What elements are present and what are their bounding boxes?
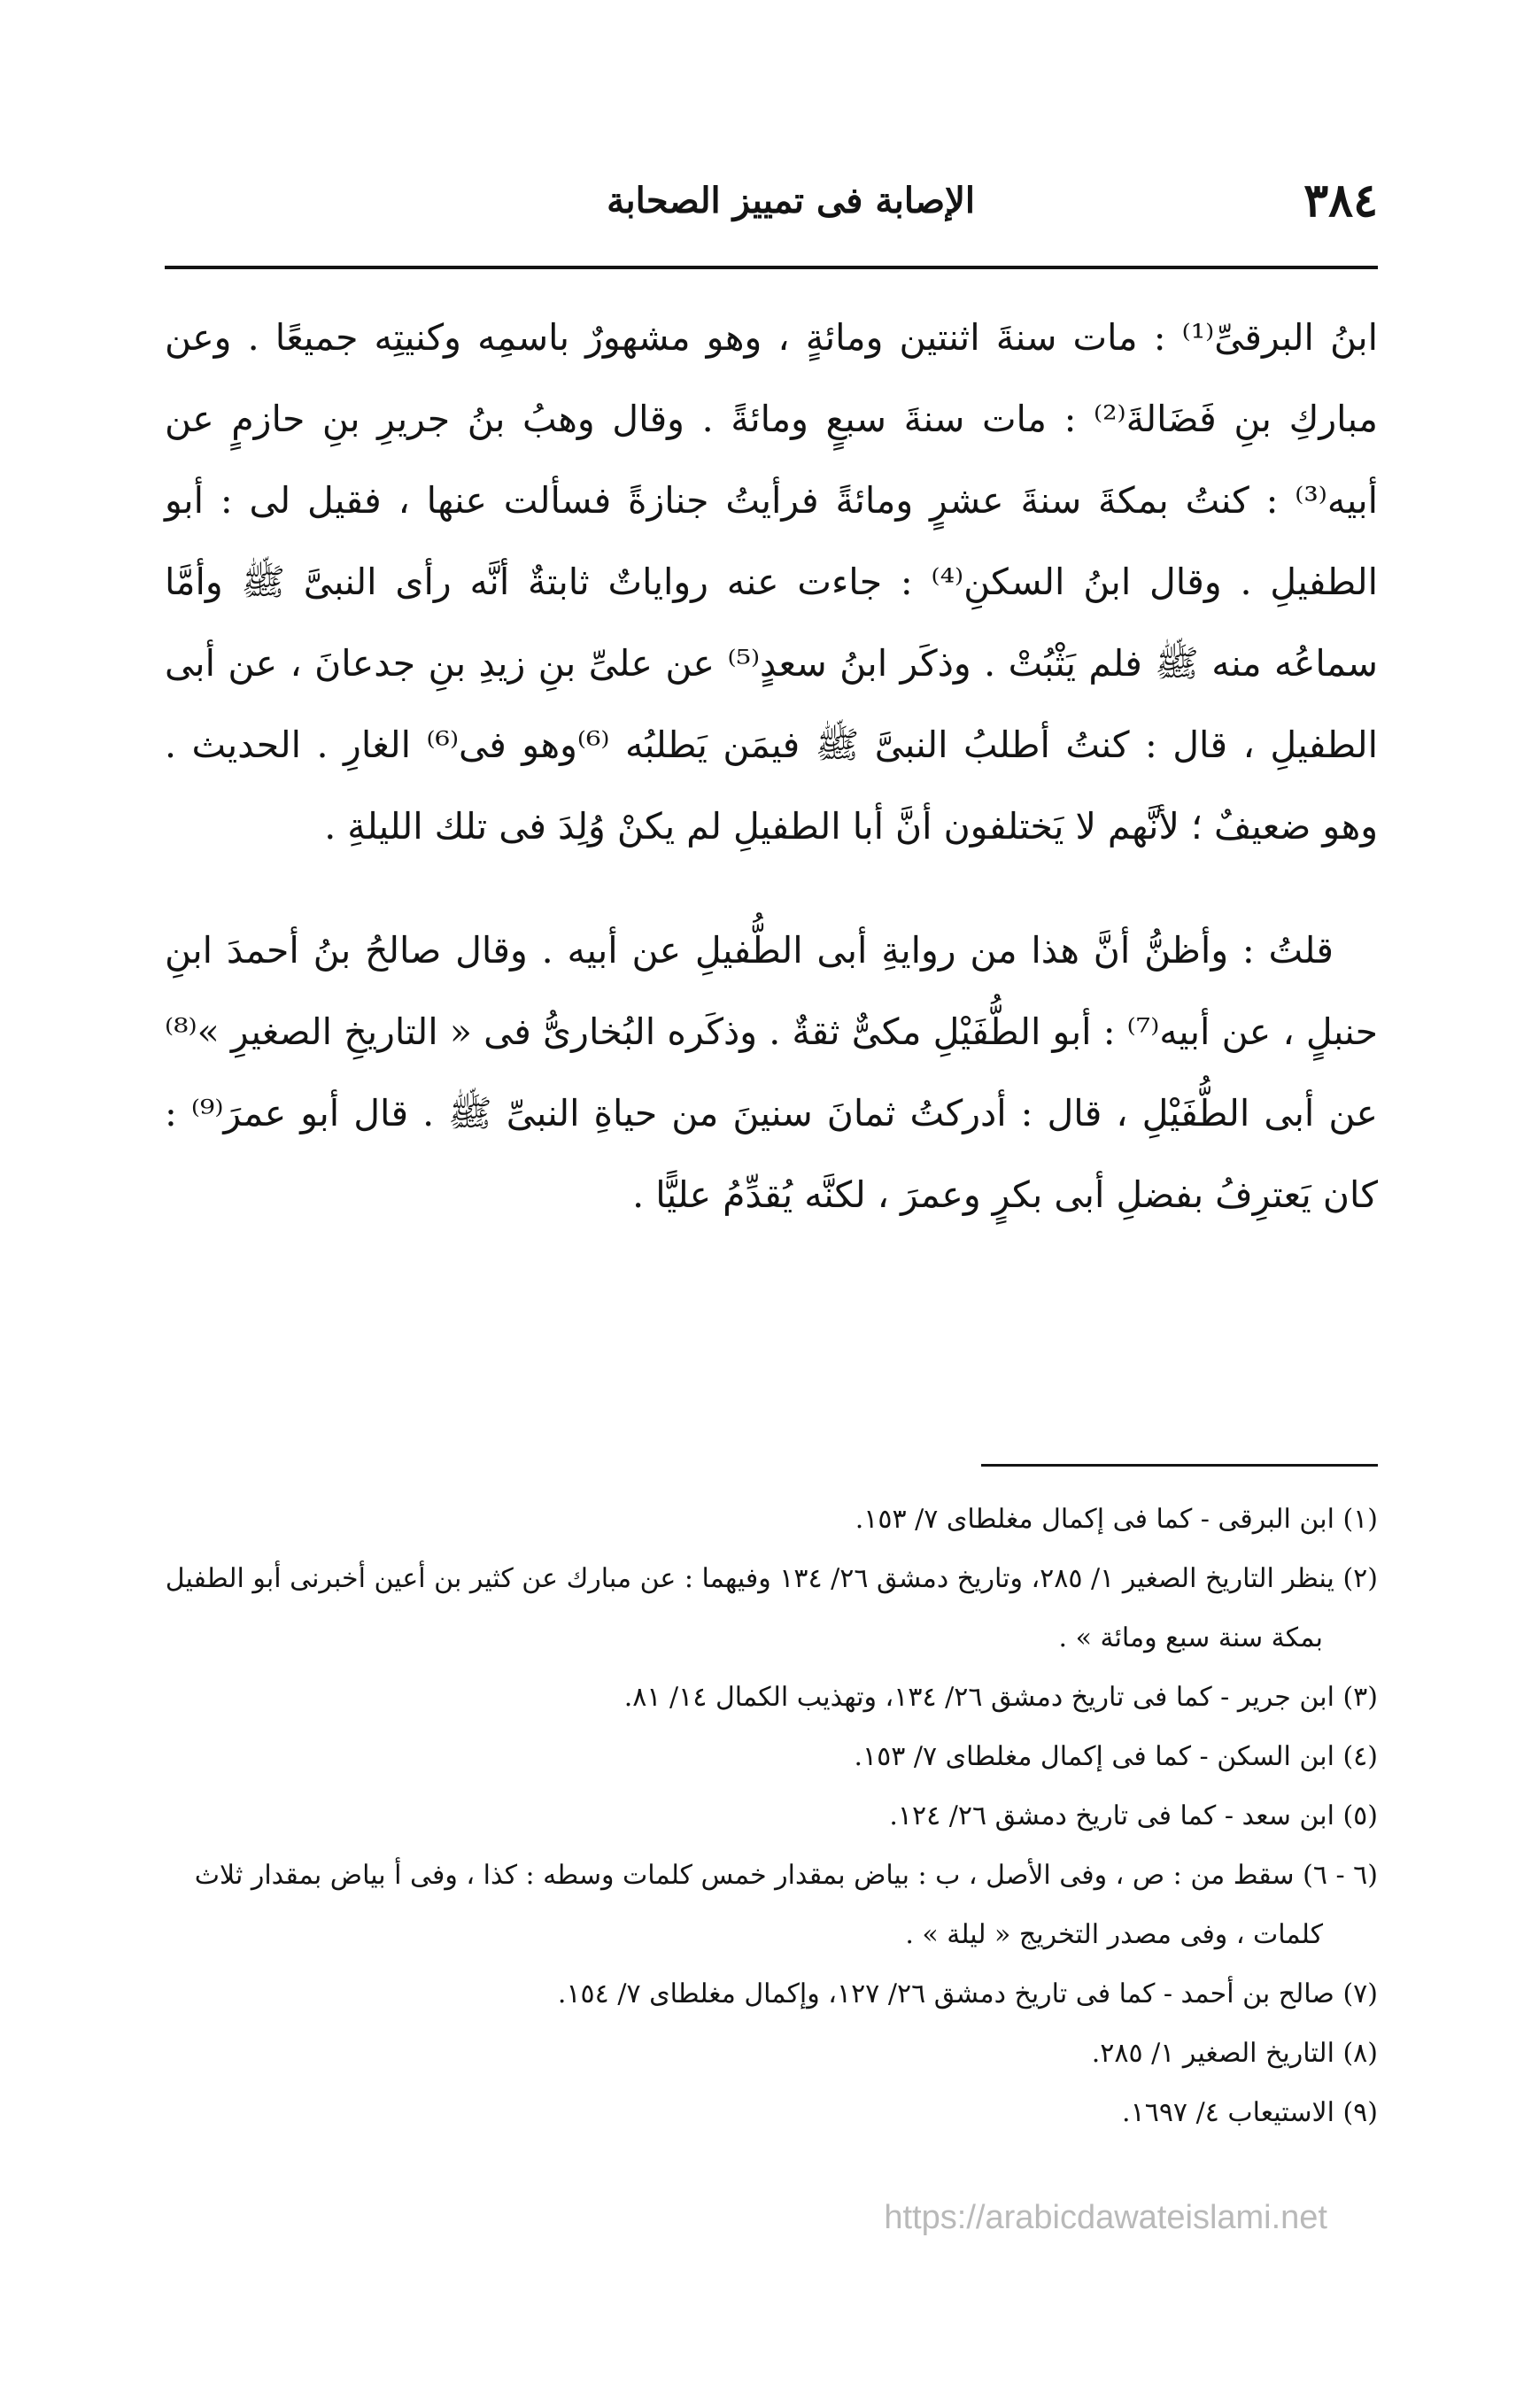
page-header: [165, 168, 1378, 234]
running-title: الإصابة فى تمييز الصحابة: [607, 180, 975, 221]
footnotes: [165, 1490, 1378, 2142]
paragraph-1: ابنُ البرقىِّ⁽¹⁾ : مات سنةَ اثنتين ومائةٍ ، وهو مشهورٌ باسمِه وكنيتِه جميعًا . وعن مباركِ بنِ فَضَالةَ⁽²⁾ : مات سنةَ سبعٍ ومائةً . وقال وهبُ بنُ جريرِ بنِ حازمٍ عن أبيه⁽³⁾ : كنتُ بمكةَ سنةَ عشرٍ ومائةً فرأيتُ جنازةً فسألت عنها ، فقيل لى : أبو الطفيلِ . وقال ابنُ السكنِ⁽⁴⁾ : جاءت عنه رواياتٌ ثابتةٌ أنَّه رأى النبىَّ ﷺ وأمَّا سماعُه منه ﷺ فلم يَثْبُتْ . وذكَر ابنُ سعدٍ⁽⁵⁾ عن علىِّ بنِ زيدِ بنِ جدعانَ ، عن أبى الطفيلِ ، قال : كنتُ أطلبُ النبىَّ ﷺ فيمَن يَطلبُه ⁽⁶⁾وهو فى⁽⁶⁾ الغارِ . الحديث . وهو ضعيفٌ ؛ لأنَّهم لا يَختلفون أنَّ أبا الطفيلِ لم يكنْ وُلِدَ فى تلك الليلةِ .: [165, 316, 1379, 848]
footnote-7: (٧) صالح بن أحمد - كما فى تاريخ دمشق ٢٦/ ١٢٧، وإكمال مغلطاى ٧/ ١٥٤.: [557, 1978, 1378, 2009]
main-text: [165, 297, 1378, 1235]
footnote-9: (٩) الاستيعاب ٤/ ١٦٩٧.: [1122, 2097, 1378, 2128]
footnote-1: (١) ابن البرقى - كما فى إكمال مغلطاى ٧/ ١٥٣.: [855, 1504, 1378, 1535]
footnote-rule: [981, 1464, 1378, 1467]
paragraph-2: قلتُ : وأظنُّ أنَّ هذا من روايةِ أبى الطُّفيلِ عن أبيه . وقال صالحُ بنُ أحمدَ ابنِ حنبلٍ ، عن أبيه⁽⁷⁾ : أبو الطُّفَيْلِ مكىٌّ ثقةٌ . وذكَره البُخارىُّ فى « التاريخِ الصغيرِ »⁽⁸⁾ عن أبى الطُّفَيْلِ ، قال : أدركتُ ثمانَ سنينَ من حياةِ النبىِّ ﷺ . قال أبو عمرَ⁽⁹⁾ : كان يَعترِفُ بفضلِ أبى بكرٍ وعمرَ ، لكنَّه يُقدِّمُ عليًّا .: [165, 929, 1378, 1216]
footnote-8: (٨) التاريخ الصغير ١/ ٢٨٥.: [1091, 2038, 1378, 2069]
footnote-6: (٦ - ٦) سقط من : ص ، وفى الأصل ، ب : بياض بمقدار خمس كلمات وسطه : كذا ، وفى أ بياض بمقدار ثلاث كلمات ، وفى مصدر التخريج « ليلة » .: [194, 1860, 1378, 1950]
page-number: ٣٨٤: [1303, 174, 1378, 228]
footnote-5: (٥) ابن سعد - كما فى تاريخ دمشق ٢٦/ ١٢٤.: [889, 1800, 1378, 1831]
watermark-url: https://arabicdawateislami.net: [884, 2199, 1327, 2236]
footnote-3: (٣) ابن جرير - كما فى تاريخ دمشق ٢٦/ ١٣٤، وتهذيب الكمال ١٤/ ٨١.: [623, 1682, 1378, 1713]
footnote-4: (٤) ابن السكن - كما فى إكمال مغلطاى ٧/ ١٥٣.: [854, 1741, 1378, 1772]
footnote-2: (٢) ينظر التاريخ الصغير ١/ ٢٨٥، وتاريخ دمشق ٢٦/ ١٣٤ وفيهما : عن مبارك عن كثير بن أعين أخبرنى أبو الطفيل بمكة سنة سبع ومائة » .: [165, 1563, 1378, 1653]
header-rule: [165, 266, 1378, 269]
